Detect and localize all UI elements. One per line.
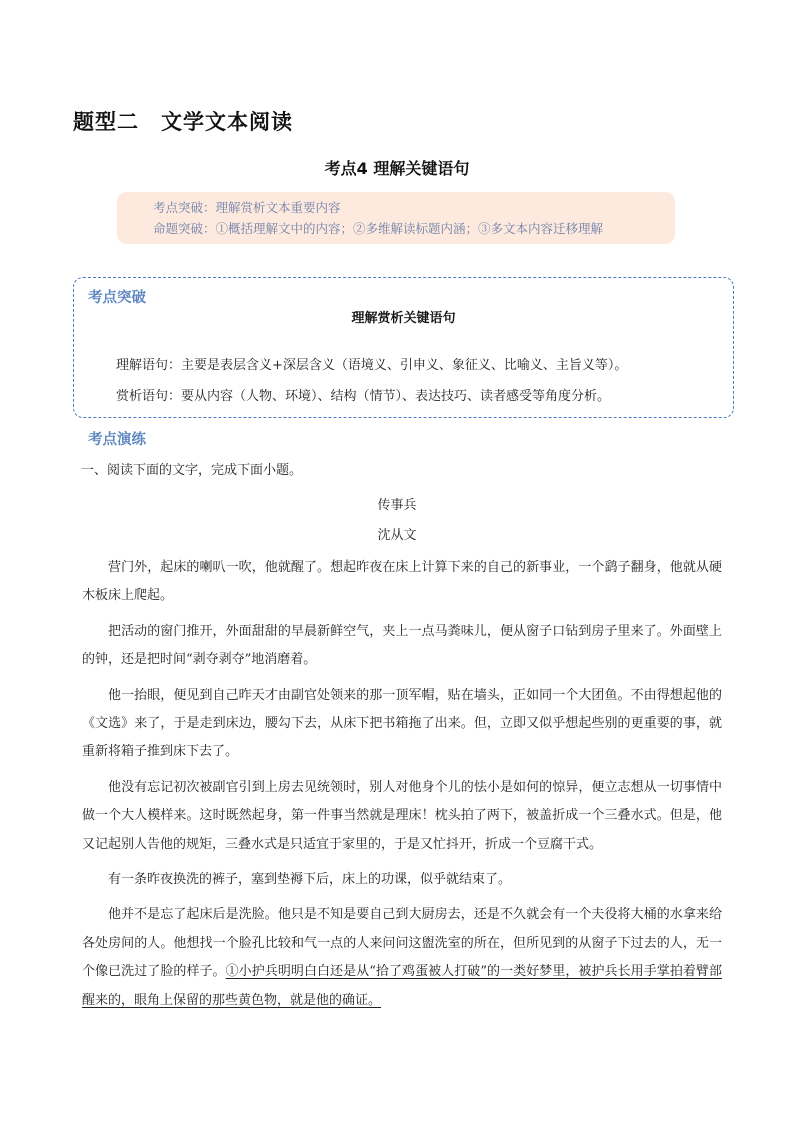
info-box xyxy=(117,192,675,244)
info-line-proposition: 命题突破：①概括理解文中的内容；②多维解读标题内涵；③多文本内容迁移理解 xyxy=(153,221,604,236)
underlined-sentence-1: ①小护兵明明白白还是从“拾了鸡蛋被人打破”的一类好梦里，被护兵长用手掌拍着臂部醒来的，眼角上保留的那些黄色物，就是他的确证。 xyxy=(82,964,722,1008)
section-title: 题型二 文学文本阅读 xyxy=(73,110,293,134)
question-intro: 一、阅读下面的文字，完成下面小题。 xyxy=(81,463,303,478)
story-body xyxy=(82,554,722,1022)
breakthrough-line-appreciate: 赏析语句：要从内容（人物、环境）、结构（情节）、表达技巧、读者感受等角度分析。 xyxy=(116,389,611,404)
breakthrough-line-understand: 理解语句：主要是表层含义+深层含义（语境义、引申义、象征义、比喻义、主旨义等）。 xyxy=(116,358,628,373)
info-line-breakthrough: 考点突破：理解赏析文本重要内容 xyxy=(153,200,341,215)
practice-heading: 考点演练 xyxy=(88,432,146,448)
breakthrough-subtitle: 理解赏析关键语句 xyxy=(351,311,456,326)
story-paragraph: 把活动的窗门推开，外面甜甜的早晨新鲜空气，夹上一点马粪味儿，便从窗子口钻到房子里来了。外面壁上的钟，还是把时间“剥夺剥夺”地消磨着。 xyxy=(82,623,722,668)
breakthrough-box xyxy=(73,277,734,418)
story-paragraph: 营门外，起床的喇叭一吹，他就醒了。想起昨夜在床上计算下来的自己的新事业，一个鹞子翻身，他就从硬木板床上爬起。 xyxy=(82,560,722,604)
story-paragraph: 他一抬眼，便见到自己昨天才由副官处领来的那一顶军帽，贴在墙头，正如同一个大团鱼。不由得想起他的《文选》来了，于是走到床边，腰勾下去，从床下把书箱拖了出来。但，立即又似乎想起些别的更重要的事，就重新将箱子推到床下去了。 xyxy=(82,687,722,760)
story-paragraph: 有一条昨夜换洗的裤子，塞到垫褥下后，床上的功课，似乎就结束了。 xyxy=(108,872,512,888)
story-paragraph-last xyxy=(82,901,722,1015)
story-paragraph-text: 他并不是忘了起床后是洗脸。他只是不知是要自己到大厨房去，还是不久就会有一个夫役将大桶的水拿来给各处房间的人。他想找一个脸孔比较和气一点的人来问问这盥洗室的所在，但所见到的从窗子下过去的人，无一个像已洗过了脸的样子。 xyxy=(82,907,722,980)
story-title: 传事兵 xyxy=(377,498,417,513)
point-title: 考点4 理解关键语句 xyxy=(324,159,470,178)
story-paragraph: 他没有忘记初次被副官引到上房去见统领时，别人对他身个儿的怯小是如何的惊异，便立志想从一切事情中做一个大人模样来。这时既然起身，第一件事当然就是理床！枕头拍了两下，被盖折成一个三叠水式。但是，他又记起别人告他的规矩，三叠水式是只适宜于家里的，于是又忙抖开，折成一个豆腐干式。 xyxy=(82,779,722,852)
breakthrough-heading: 考点突破 xyxy=(88,290,146,306)
story-author: 沈从文 xyxy=(377,528,417,543)
